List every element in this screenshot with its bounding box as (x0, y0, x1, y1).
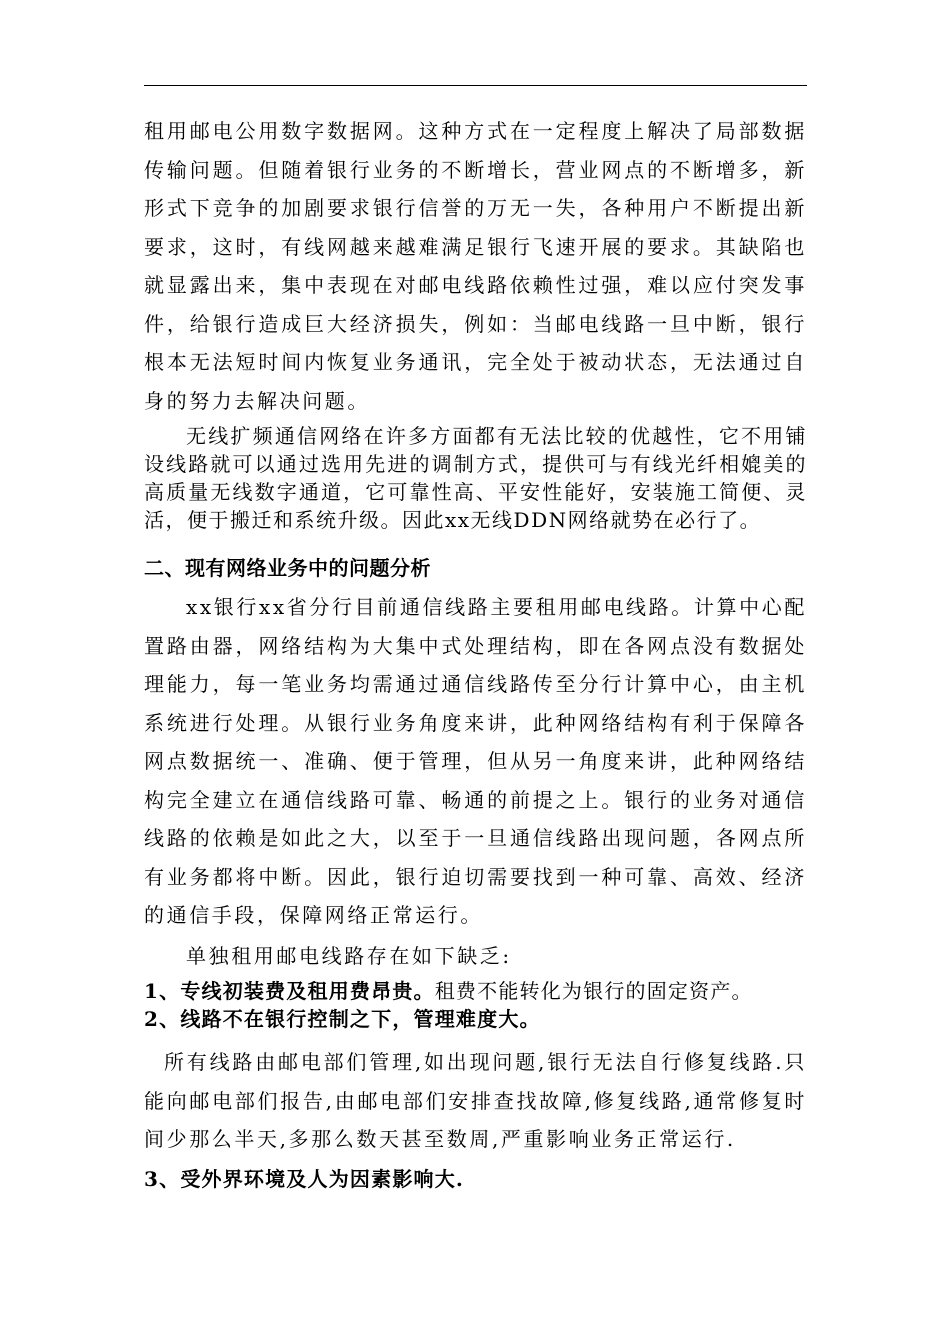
list-item-2: 2、线路不在银行控制之下，管理难度大。 (144, 1007, 541, 1031)
paragraph-4: 单独租用邮电线路存在如下缺乏: (186, 943, 512, 968)
paragraph-5: 所有线路由邮电部们管理,如出现问题,银行无法自行修复线路.只能向邮电部们报告,由邮电部们安排查找故障,修复线路,通常修复时间少那么半天,多那么数天甚至数周,严重影响业务正常运行. (144, 1050, 807, 1151)
list-item-1-bold: 1、专线初装费及租用费昂贵。 (144, 979, 435, 1003)
paragraph-2: 无线扩频通信网络在许多方面都有无法比较的优越性，它不用铺设线路就可以通过选用先进的调制方式，提供可与有线光纤相媲美的高质量无线数字通道，它可靠性高、平安性能好，安装施工简便、灵活，便于搬迁和系统升级。因此xx无线DDN网络就势在必行了。 (144, 424, 807, 532)
list-item-3: 3、受外界环境及人为因素影响大. (144, 1166, 465, 1191)
header-rule (144, 85, 807, 86)
section-heading-2: 二、现有网络业务中的问题分析 (144, 556, 431, 580)
paragraph-3: xx银行xx省分行目前通信线路主要租用邮电线路。计算中心配置路由器，网络结构为大集中式处理结构，即在各网点没有数据处理能力，每一笔业务均需通过通信线路传至分行计算中心，由主机系统进行处理。从银行业务角度来讲，此种网络结构有利于保障各网点数据统一、准确、便于管理，但从另一角度来讲，此种网络结构完全建立在通信线路可靠、畅通的前提之上。银行的业务对通信线路的依赖是如此之大，以至于一旦通信线路出现问题，各网点所有业务都将中断。因此，银行迫切需要找到一种可靠、高效、经济的通信手段，保障网络正常运行。 (144, 595, 807, 927)
list-item-1 (144, 977, 807, 1005)
list-item-1-rest: 租费不能转化为银行的固定资产。 (434, 979, 753, 1003)
paragraph-1: 租用邮电公用数字数据网。这种方式在一定程度上解决了局部数据传输问题。但随着银行业务的不断增长，营业网点的不断增多，新形式下竞争的加剧要求银行信誉的万无一失，各种用户不断提出新要求，这时，有线网越来越难满足银行飞速开展的要求。其缺陷也就显露出来，集中表现在对邮电线路依赖性过强，难以应付突发事件，给银行造成巨大经济损失，例如：当邮电线路一旦中断，银行根本无法短时间内恢复业务通讯，完全处于被动状态，无法通过自身的努力去解决问题。 (144, 119, 807, 413)
document-body (144, 112, 807, 1193)
